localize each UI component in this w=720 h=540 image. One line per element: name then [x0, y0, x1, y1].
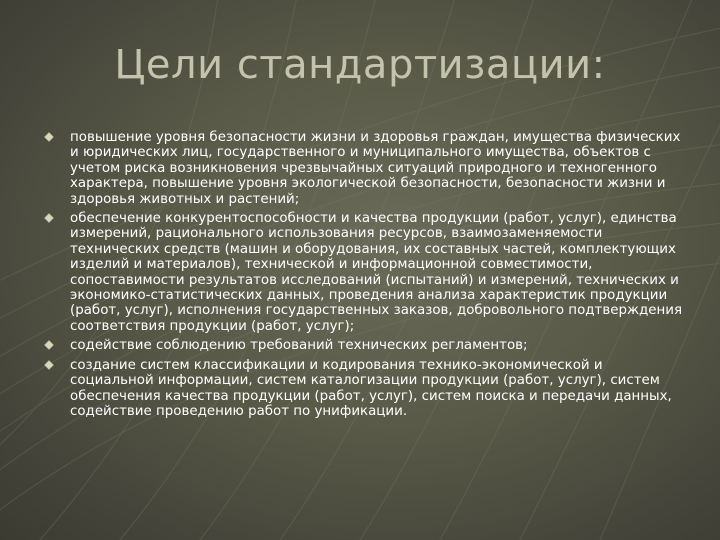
slide-title: Цели стандартизации:: [114, 42, 606, 88]
bullet-text: содействие соблюдению требований технических регламентов;: [70, 338, 528, 354]
bullet-text: обеспечение конкурентоспособности и качества продукции (работ, услуг), единства измерений, рационального использования ресурсов, взаимозаменяемости технических средств (машин и оборудования, их составных частей, комплектующих изделий и материалов), технической и информационной совместимости, сопоставимости результатов исследований (испытаний) и измерений, технических и экономико-статистических данных, проведения анализа характеристик продукции (работ, услуг), исполнения государственных заказов, добровольного подтверждения соответствия продукции (работ, услуг);: [70, 211, 683, 334]
bullet-list: [44, 130, 684, 423]
diamond-bullet-icon: [45, 341, 53, 349]
list-item: [44, 130, 684, 207]
diamond-bullet-icon: [45, 133, 53, 141]
diamond-bullet-icon: [45, 360, 53, 368]
bullet-text: создание систем классификации и кодирования технико-экономической и социальной информации, систем каталогизации продукции (работ, услуг), систем обеспечения качества продукции (работ, услуг), систем поиска и передачи данных, содействие проведению работ по унификации.: [70, 357, 672, 419]
list-item: [44, 211, 684, 334]
diamond-bullet-icon: [45, 214, 53, 222]
list-item: [44, 338, 684, 353]
bullet-text: повышение уровня безопасности жизни и здоровья граждан, имущества физических и юридических лиц, государственного и муниципального имущества, объектов с учетом риска возникновения чрезвычайных ситуаций природного и техногенного характера, повышение уровня экологической безопасности, безопасности жизни и здоровья животных и растений;: [70, 130, 681, 207]
list-item: [44, 358, 684, 420]
